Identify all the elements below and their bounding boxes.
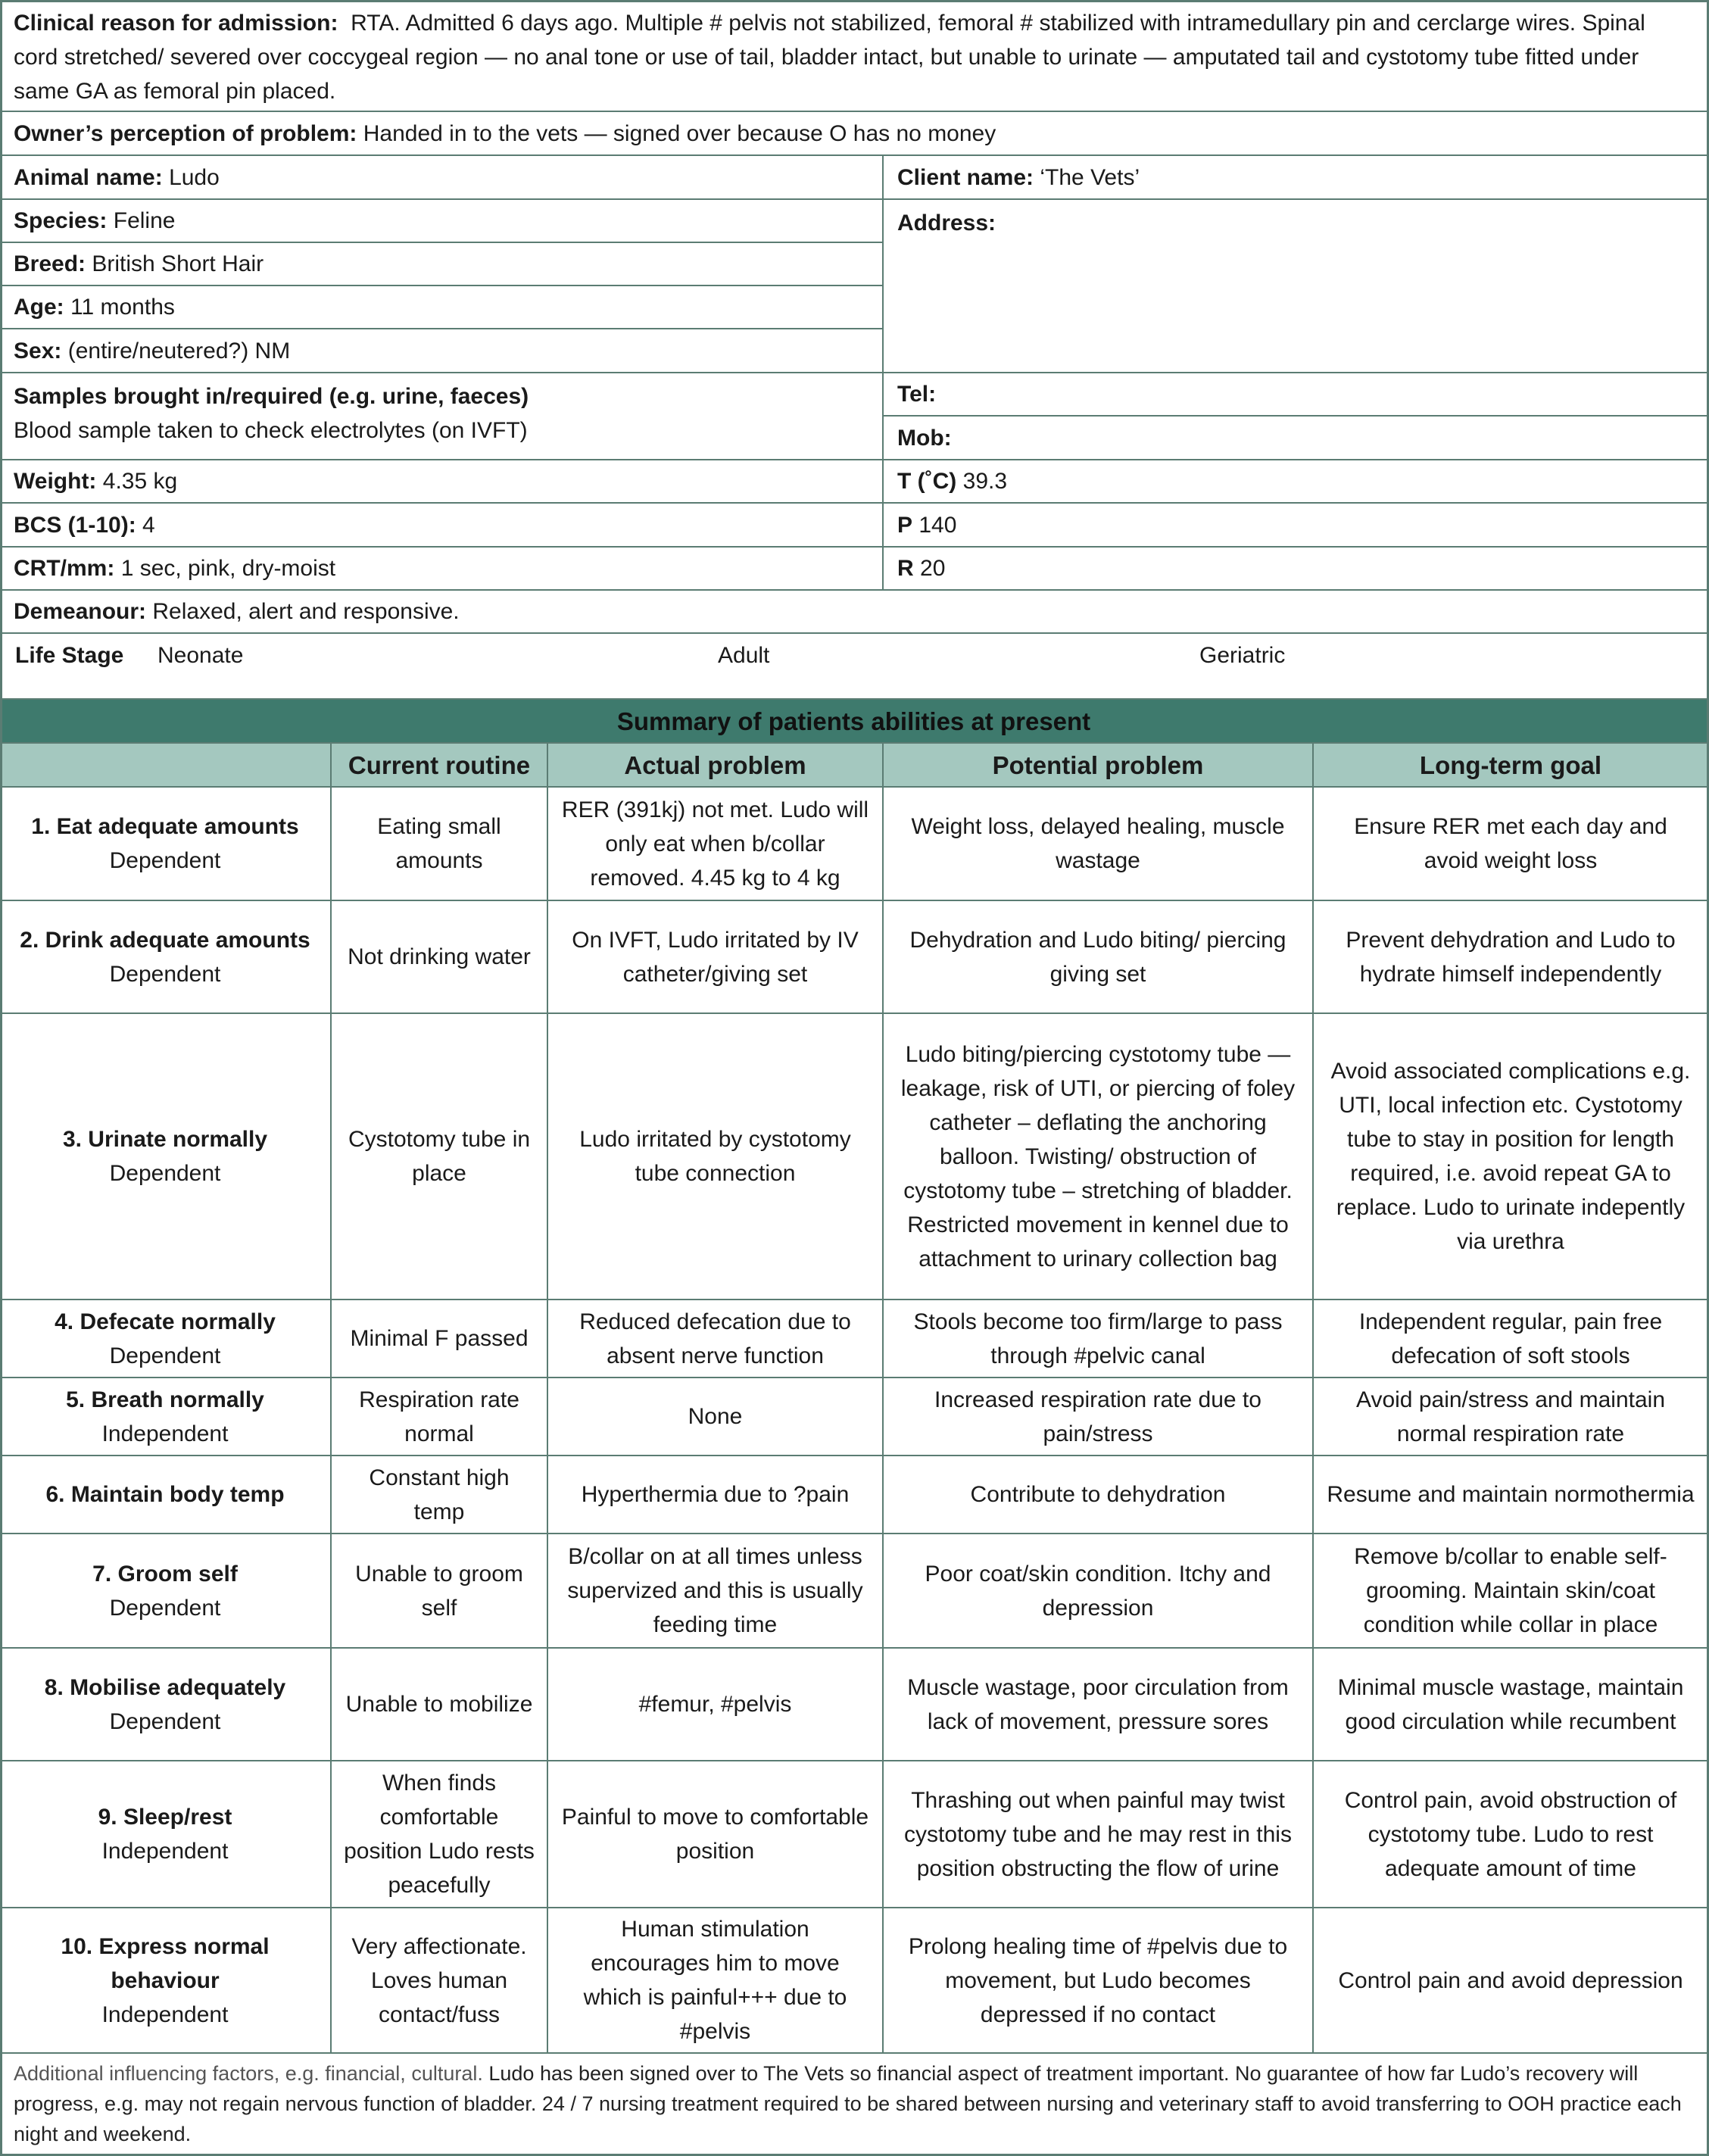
demeanour-value: Relaxed, alert and responsive.	[152, 599, 460, 624]
current-routine-cell: Cystotomy tube in place	[332, 1014, 548, 1300]
current-routine-cell: Unable to groom self	[332, 1534, 548, 1649]
demeanour-label: Demeanour:	[14, 599, 147, 624]
owner-perception-text: Handed in to the vets — signed over because O has no money	[363, 120, 996, 146]
current-routine-cell: Eating small amounts	[332, 788, 548, 901]
need-cell	[0, 901, 332, 1014]
mob-label: Mob:	[897, 425, 952, 451]
breed-label: Breed:	[14, 251, 86, 276]
need-cell	[0, 1378, 332, 1456]
crt-label: CRT/mm:	[14, 556, 115, 581]
animal-name-cell	[0, 156, 884, 200]
current-routine-cell: Not drinking water	[332, 901, 548, 1014]
mob-cell	[884, 417, 1709, 460]
potential-problem-cell: Stools become too firm/large to pass through #pelvic canal	[884, 1300, 1314, 1378]
need-title: 2. Drink adequate amounts	[20, 927, 310, 953]
potential-problem-cell: Contribute to dehydration	[884, 1456, 1314, 1534]
current-routine-cell: Very affectionate. Loves human contact/fuss	[332, 1908, 548, 2054]
current-routine-cell: Respiration rate normal	[332, 1378, 548, 1456]
need-status: Dependent	[109, 848, 221, 873]
species-value: Feline	[113, 208, 176, 233]
long-term-goal-cell: Resume and maintain normothermia	[1314, 1456, 1709, 1534]
demeanour-cell	[0, 591, 1709, 634]
need-status: Independent	[101, 1839, 229, 1864]
samples-cell	[0, 373, 884, 460]
life-stage-neonate: Neonate	[157, 643, 244, 668]
summary-title: Summary of patients abilities at present	[0, 698, 1709, 744]
pulse-label: P	[897, 512, 913, 538]
need-cell	[0, 1300, 332, 1378]
sex-label: Sex:	[14, 338, 62, 363]
actual-problem-cell: RER (391kj) not met. Ludo will only eat when b/collar removed. 4.45 kg to 4 kg	[548, 788, 884, 901]
column-header-current-routine: Current routine	[332, 744, 548, 788]
clinical-reason-label: Clinical reason for admission:	[14, 11, 338, 36]
need-title: 4. Defecate normally	[55, 1309, 276, 1334]
sex-value: (entire/neutered?) NM	[67, 338, 291, 363]
respiration-value: 20	[920, 556, 946, 581]
need-title: 6. Maintain body temp	[45, 1482, 285, 1507]
need-title: 1. Eat adequate amounts	[31, 814, 299, 839]
age-cell	[0, 286, 884, 329]
column-header-actual-problem: Actual problem	[548, 744, 884, 788]
potential-problem-cell: Poor coat/skin condition. Itchy and depression	[884, 1534, 1314, 1649]
potential-problem-cell: Ludo biting/piercing cystotomy tube — leakage, risk of UTI, or piercing of foley catheter – deflating the anchoring balloon. Twisting/ obstruction of cystotomy tube – stretching of bladder. Restricted movement in kennel due to attachment to urinary collection bag	[884, 1014, 1314, 1300]
current-routine-cell: Constant high temp	[332, 1456, 548, 1534]
client-name-label: Client name:	[897, 164, 1034, 190]
life-stage-cell	[0, 634, 1709, 698]
life-stage-label: Life Stage	[15, 643, 124, 668]
temperature-cell	[884, 460, 1709, 504]
species-cell	[0, 200, 884, 243]
sex-cell	[0, 329, 884, 373]
column-header-long-term-goal: Long-term goal	[1314, 744, 1709, 788]
long-term-goal-cell: Avoid pain/stress and maintain normal respiration rate	[1314, 1378, 1709, 1456]
life-stage-geriatric: Geriatric	[1199, 643, 1286, 668]
long-term-goal-cell: Avoid associated complications e.g. UTI, local infection etc. Cystotomy tube to stay in position for length required, i.e. avoid repeat GA to replace. Ludo to urinate indepently via urethra	[1314, 1014, 1709, 1300]
potential-problem-cell: Prolong healing time of #pelvis due to movement, but Ludo becomes depressed if no contact	[884, 1908, 1314, 2054]
long-term-goal-cell: Control pain, avoid obstruction of cystotomy tube. Ludo to rest adequate amount of time	[1314, 1761, 1709, 1908]
age-value: 11 months	[70, 295, 175, 320]
need-status: Independent	[101, 2002, 229, 2027]
client-name-value: ‘The Vets’	[1040, 164, 1140, 190]
weight-label: Weight:	[14, 469, 97, 494]
actual-problem-cell: #femur, #pelvis	[548, 1649, 884, 1761]
species-label: Species:	[14, 208, 108, 233]
crt-cell	[0, 548, 884, 591]
long-term-goal-cell: Remove b/collar to enable self-grooming. Maintain skin/coat condition while collar in place	[1314, 1534, 1709, 1649]
long-term-goal-cell: Independent regular, pain free defecation of soft stools	[1314, 1300, 1709, 1378]
actual-problem-cell: B/collar on at all times unless supervized and this is usually feeding time	[548, 1534, 884, 1649]
need-cell	[0, 1534, 332, 1649]
owner-perception-label: Owner’s perception of problem:	[14, 120, 357, 146]
samples-value: Blood sample taken to check electrolytes (on IVFT)	[14, 418, 528, 443]
weight-value: 4.35 kg	[102, 469, 178, 494]
breed-value: British Short Hair	[92, 251, 264, 276]
need-cell	[0, 1908, 332, 2054]
need-cell	[0, 788, 332, 901]
additional-factors-label: Additional influencing factors, e.g. financial, cultural.	[14, 2062, 483, 2085]
potential-problem-cell: Dehydration and Ludo biting/ piercing giving set	[884, 901, 1314, 1014]
current-routine-cell: When finds comfortable position Ludo rests peacefully	[332, 1761, 548, 1908]
actual-problem-cell: None	[548, 1378, 884, 1456]
need-title: 5. Breath normally	[66, 1387, 264, 1412]
potential-problem-cell: Muscle wastage, poor circulation from lack of movement, pressure sores	[884, 1649, 1314, 1761]
need-cell	[0, 1014, 332, 1300]
long-term-goal-cell: Ensure RER met each day and avoid weight loss	[1314, 788, 1709, 901]
animal-name-value: Ludo	[169, 164, 220, 190]
tel-cell	[884, 373, 1709, 417]
temperature-value: 39.3	[962, 469, 1008, 494]
long-term-goal-cell: Control pain and avoid depression	[1314, 1908, 1709, 2054]
actual-problem-cell: Reduced defecation due to absent nerve function	[548, 1300, 884, 1378]
current-routine-cell: Unable to mobilize	[332, 1649, 548, 1761]
potential-problem-cell: Weight loss, delayed healing, muscle wastage	[884, 788, 1314, 901]
bcs-value: 4	[142, 512, 155, 538]
actual-problem-cell: Ludo irritated by cystotomy tube connection	[548, 1014, 884, 1300]
address-label: Address:	[897, 211, 996, 236]
weight-cell	[0, 460, 884, 504]
actual-problem-cell: Painful to move to comfortable position	[548, 1761, 884, 1908]
long-term-goal-cell: Prevent dehydration and Ludo to hydrate himself independently	[1314, 901, 1709, 1014]
need-status: Dependent	[109, 1595, 221, 1621]
additional-factors-text: Ludo has been signed over to The Vets so financial aspect of treatment important. No guarantee of how far Ludo’s recovery will progress, e.g. may not regain nervous function of bladder. 24 / 7 nursing treatment required to be shared between nursing and veterinary staff to avoid transferring to OOH practice each night and weekend.	[14, 2062, 1682, 2145]
need-title: 7. Groom self	[92, 1561, 238, 1587]
need-status: Dependent	[109, 1161, 221, 1186]
need-title: 9. Sleep/rest	[98, 1805, 232, 1830]
samples-label: Samples brought in/required (e.g. urine, faeces)	[14, 384, 529, 409]
long-term-goal-cell: Minimal muscle wastage, maintain good circulation while recumbent	[1314, 1649, 1709, 1761]
temperature-label: T (˚C)	[897, 469, 957, 494]
potential-problem-cell: Increased respiration rate due to pain/stress	[884, 1378, 1314, 1456]
need-status: Dependent	[109, 1708, 221, 1734]
need-status: Independent	[101, 1421, 229, 1446]
need-status: Dependent	[109, 961, 221, 987]
owner-perception-cell	[0, 112, 1709, 156]
clinical-reason-text: RTA. Admitted 6 days ago. Multiple # pelvis not stabilized, femoral # stabilized with intramedullary pin and cerclarge wires. Spinal cord stretched/ severed over coccygeal region — no anal tone or use of tail, bladder intact, but unable to urinate — amputated tail and cystotomy tube fitted under same GA as femoral pin placed.	[14, 11, 1645, 104]
address-cell	[884, 200, 1709, 373]
life-stage-adult: Adult	[718, 643, 770, 668]
client-name-cell	[884, 156, 1709, 200]
bcs-cell	[0, 504, 884, 548]
bcs-label: BCS (1-10):	[14, 512, 136, 538]
need-cell	[0, 1456, 332, 1534]
need-cell	[0, 1761, 332, 1908]
crt-value: 1 sec, pink, dry-moist	[120, 556, 336, 581]
breed-cell	[0, 243, 884, 286]
actual-problem-cell: Hyperthermia due to ?pain	[548, 1456, 884, 1534]
clinical-reason-cell	[0, 0, 1709, 112]
actual-problem-cell: Human stimulation encourages him to move which is painful+++ due to #pelvis	[548, 1908, 884, 2054]
summary-header-blank	[0, 744, 332, 788]
tel-label: Tel:	[897, 382, 937, 407]
column-header-potential-problem: Potential problem	[884, 744, 1314, 788]
age-label: Age:	[14, 295, 64, 320]
additional-factors-cell	[0, 2054, 1709, 2156]
respiration-label: R	[897, 556, 914, 581]
need-status: Dependent	[109, 1343, 221, 1368]
need-title: 10. Express normal behaviour	[61, 1933, 270, 1993]
animal-name-label: Animal name:	[14, 164, 163, 190]
need-cell	[0, 1649, 332, 1761]
pulse-value: 140	[918, 512, 957, 538]
actual-problem-cell: On IVFT, Ludo irritated by IV catheter/giving set	[548, 901, 884, 1014]
pulse-cell	[884, 504, 1709, 548]
need-title: 8. Mobilise adequately	[44, 1674, 286, 1700]
current-routine-cell: Minimal F passed	[332, 1300, 548, 1378]
respiration-cell	[884, 548, 1709, 591]
potential-problem-cell: Thrashing out when painful may twist cystotomy tube and he may rest in this position obstructing the flow of urine	[884, 1761, 1314, 1908]
need-title: 3. Urinate normally	[62, 1127, 268, 1152]
